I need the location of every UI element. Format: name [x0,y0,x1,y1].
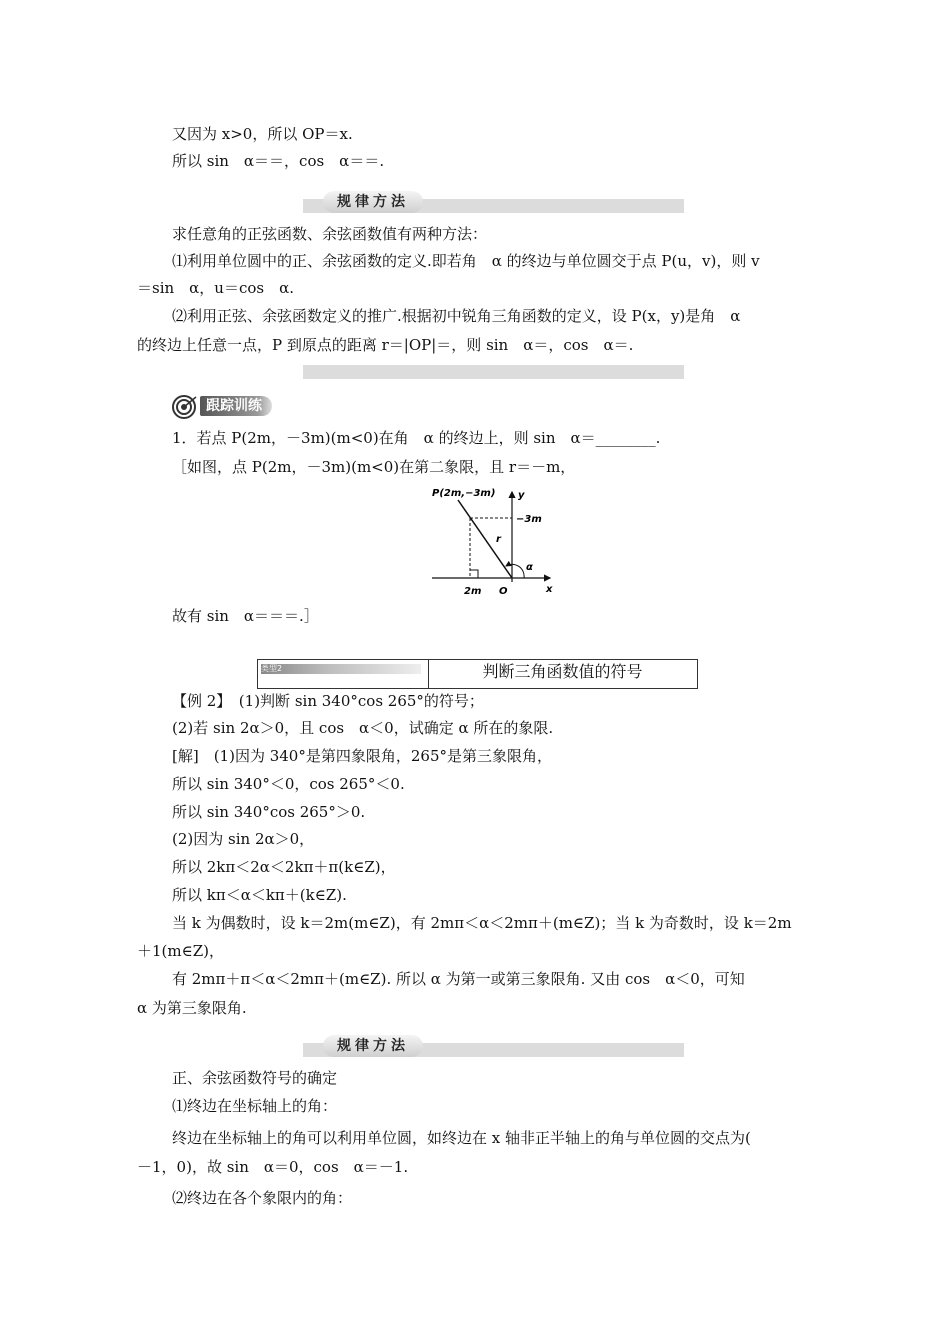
text-line: [解] (1)因为 340°是第四象限角，265°是第三象限角， [172,747,552,765]
type-title: 判断三角函数值的符号 [482,662,643,681]
text-line: ＝sin α，u＝cos α. [137,279,294,297]
text-line: 所以 sin α＝＝，cos α＝＝. [172,152,385,170]
divider-bar [303,365,684,379]
method-banner [303,194,684,213]
text-line: 所以 sin 340°cos 265°＞0. [172,803,366,821]
angle-arc [506,564,524,578]
text-line: 【例 2】 (1)判断 sin 340°cos 265°的符号； [172,692,484,710]
tracking-header [170,394,290,420]
y-tick-label: −3m [516,514,542,525]
text-line: α 为第三象限角. [137,999,247,1017]
type-header-box [257,659,698,689]
x-tick-label: 2m [464,586,482,597]
text-line: －1，0)，故 sin α＝0，cos α＝－1. [137,1158,409,1176]
coordinate-figure [420,482,600,602]
text-line: (2)因为 sin 2α＞0， [172,830,315,848]
text-line: 有 2mπ＋π＜α＜2mπ＋(m∈Z). 所以 α 为第一或第三象限角. 又由 cos α＜0，可知 [172,970,745,988]
text-line: ［如图，点 P(2m，－3m)(m<0)在第二象限，且 r＝－m， [172,458,576,476]
method-banner-label: 规律方法 [323,1035,423,1057]
text-line: 求任意角的正弦函数、余弦函数值有两种方法： [172,225,488,243]
angle-label: α [526,562,533,573]
r-label: r [496,534,501,545]
tracking-label: 跟踪训练 [200,396,272,416]
text-line: 终边在坐标轴上的角可以利用单位圆，如终边在 x 轴非正半轴上的角与单位圆的交点为( [172,1129,751,1147]
right-angle-marker [470,570,478,578]
text-line: 当 k 为偶数时，设 k＝2m(m∈Z)，有 2mπ＜α＜2mπ＋(m∈Z)；当 k 为奇数时，设 k＝2m [172,914,792,932]
x-axis-label: x [546,584,553,595]
text-line: 又因为 x>0，所以 OP＝x. [172,125,353,143]
text-line: (2)若 sin 2α＞0，且 cos α＜0，试确定 α 所在的象限. [172,719,554,737]
y-axis-label: y [518,490,525,501]
text-line: 1．若点 P(2m，－3m)(m<0)在角 α 的终边上，则 sin α＝________. [172,429,661,447]
text-line: ⑴终边在坐标轴上的角： [172,1097,338,1115]
type-tag: 类型2 [261,664,421,674]
method-banner-label: 规律方法 [323,191,423,213]
method-banner [303,1038,684,1057]
point-label: P(2m,−3m) [432,488,496,499]
text-line: ⑵利用正弦、余弦函数定义的推广.根据初中锐角三角函数的定义，设 P(x，y)是角 α [172,307,741,325]
target-icon [170,394,200,420]
terminal-side [458,500,512,578]
text-line: 故有 sin α＝＝＝.］ [172,607,319,625]
text-line: 的终边上任意一点，P 到原点的距离 r＝|OP|＝，则 sin α＝，cos α＝. [137,336,634,354]
text-line: ＋1(m∈Z)， [137,942,224,960]
text-line: ⑴利用单位圆中的正、余弦函数的定义.即若角 α 的终边与单位圆交于点 P(u，v)，则 v [172,252,760,270]
text-line: 所以 sin 340°＜0，cos 265°＜0. [172,775,405,793]
type-tag-cell [258,660,429,688]
text-line: 正、余弦函数符号的确定 [172,1069,338,1087]
text-line: 所以 kπ＜α＜kπ＋(k∈Z). [172,886,347,904]
origin-label: O [499,586,508,597]
text-line: ⑵终边在各个象限内的角： [172,1189,353,1207]
text-line: 所以 2kπ＜2α＜2kπ＋π(k∈Z)， [172,858,396,876]
